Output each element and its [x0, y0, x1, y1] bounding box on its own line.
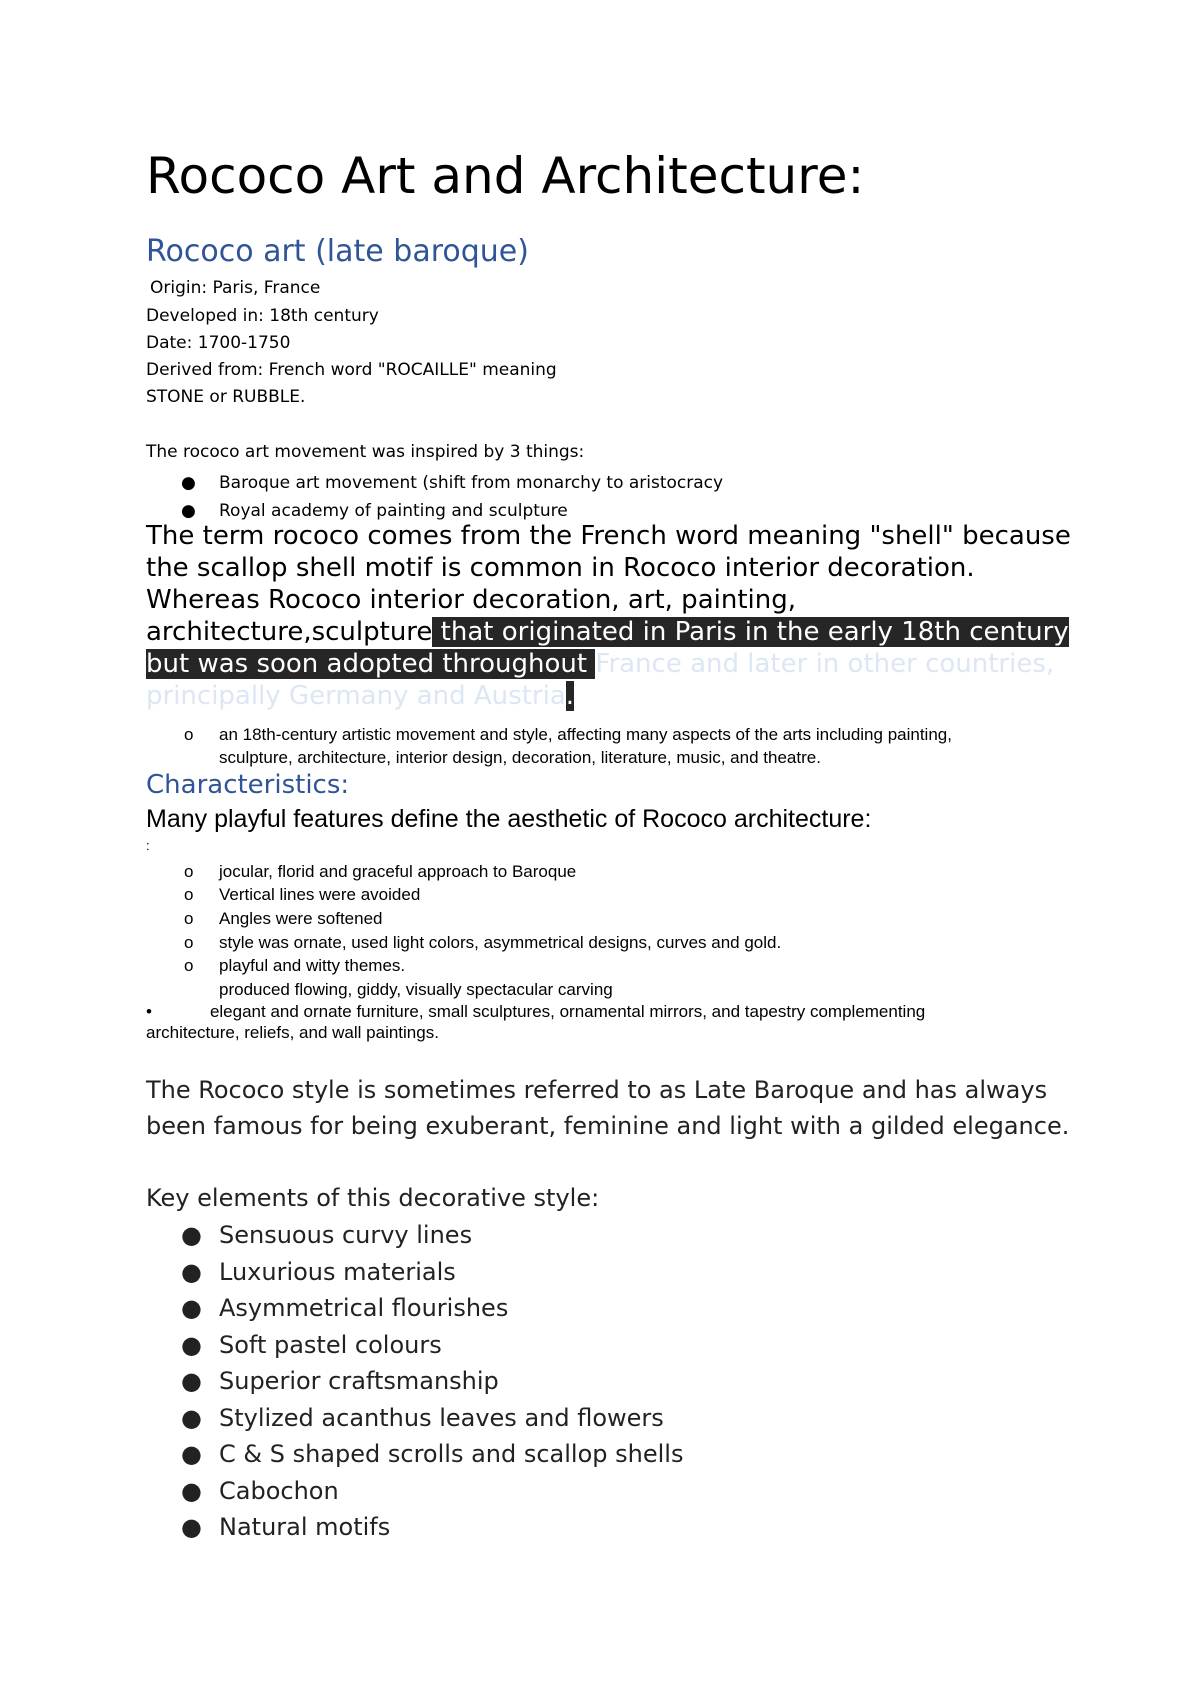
bullet-icon: ●	[181, 473, 196, 493]
list-item: ● Cabochon	[146, 1473, 683, 1510]
bullet-icon: ●	[181, 1513, 202, 1541]
circle-bullet-icon: o	[184, 725, 194, 744]
feature-item: o Angles were softened	[184, 909, 383, 928]
term-plain-text: The term rococo comes from the French word meaning "shell" because the scallop shell motif is common in Rococo interior decoration. Whereas Rococo interior decoration, art, painting, architecture,sculpture	[146, 521, 1071, 647]
rococo-art-heading: Rococo art (late baroque)	[146, 234, 529, 269]
list-item: ● C & S shaped scrolls and scallop shells	[146, 1436, 683, 1473]
style-paragraph: The Rococo style is sometimes referred to as Late Baroque and has always been famous for being exuberant, feminine and light with a gilded elegance.	[146, 1076, 1070, 1140]
derived-line-2: STONE or RUBBLE.	[146, 387, 306, 407]
list-item: ● Soft pastel colours	[146, 1327, 683, 1364]
characteristics-heading: Characteristics:	[146, 770, 350, 800]
term-end-mark: .	[565, 681, 575, 711]
bullet-icon: ●	[181, 501, 196, 521]
key-elements-list	[146, 1217, 683, 1546]
inspired-list	[146, 469, 723, 525]
derived-line-1: Derived from: French word "ROCAILLE" meaning	[146, 360, 557, 380]
list-item: ● Luxurious materials	[146, 1254, 683, 1291]
list-item: ● Sensuous curvy lines	[146, 1217, 683, 1254]
key-elements-intro: Key elements of this decorative style:	[146, 1184, 600, 1212]
square-bullet-icon: •	[146, 1002, 152, 1021]
bullet-icon: ●	[181, 1257, 202, 1286]
list-item: ● Royal academy of painting and sculpture	[146, 497, 723, 525]
elegant-line-1: • elegant and ornate furniture, small sculptures, ornamental mirrors, and tapestry complementing	[146, 1002, 926, 1021]
colon-mark: :	[146, 838, 150, 853]
list-item: ● Stylized acanthus leaves and flowers	[146, 1400, 683, 1437]
term-paragraph	[146, 520, 1076, 712]
bullet-icon: ●	[181, 1330, 202, 1359]
feature-item: o style was ornate, used light colors, asymmetrical designs, curves and gold.	[184, 933, 782, 952]
bullet-icon: ●	[181, 1221, 202, 1249]
list-item: ● Baroque art movement (shift from monarchy to aristocracy	[146, 469, 723, 497]
playful-heading: Many playful features define the aesthetic of Rococo architecture:	[146, 805, 872, 833]
feature-item: o Vertical lines were avoided	[184, 885, 421, 904]
circle-bullet-icon: o	[184, 956, 194, 975]
page-title: Rococo Art and Architecture:	[146, 147, 865, 205]
bullet-icon: ●	[181, 1476, 202, 1505]
list-item: ● Natural motifs	[146, 1509, 683, 1546]
movement-line-1: o an 18th-century artistic movement and style, affecting many aspects of the arts including painting,	[184, 725, 952, 744]
circle-bullet-icon: o	[184, 862, 194, 881]
feature-item: o jocular, florid and graceful approach to Baroque	[184, 862, 577, 881]
list-item: ● Asymmetrical flourishes	[146, 1290, 683, 1327]
elegant-line-2: architecture, reliefs, and wall paintings.	[146, 1023, 439, 1042]
origin-line: Origin: Paris, France	[150, 278, 321, 298]
bullet-icon: ●	[181, 1440, 202, 1468]
bullet-icon: ●	[181, 1367, 202, 1395]
feature-item: o playful and witty themes.	[184, 956, 406, 975]
bullet-icon: ●	[181, 1403, 202, 1432]
term-highlighted-text: that originated in Paris in the early 18th century but was soon adopted throughout	[146, 617, 1069, 679]
movement-line-2: sculpture, architecture, interior design, decoration, literature, music, and theatre.	[219, 748, 821, 767]
feature-continuation: produced flowing, giddy, visually spectacular carving	[219, 980, 613, 999]
term-faint-text: France and later in other countries, principally Germany and Austria	[146, 649, 1055, 711]
circle-bullet-icon: o	[184, 909, 194, 928]
list-item: ● Superior craftsmanship	[146, 1363, 683, 1400]
developed-line: Developed in: 18th century	[146, 306, 379, 326]
bullet-icon: ●	[181, 1294, 202, 1322]
circle-bullet-icon: o	[184, 933, 194, 952]
inspired-intro: The rococo art movement was inspired by 3 things:	[146, 442, 585, 462]
date-line: Date: 1700-1750	[146, 333, 291, 353]
circle-bullet-icon: o	[184, 885, 194, 904]
